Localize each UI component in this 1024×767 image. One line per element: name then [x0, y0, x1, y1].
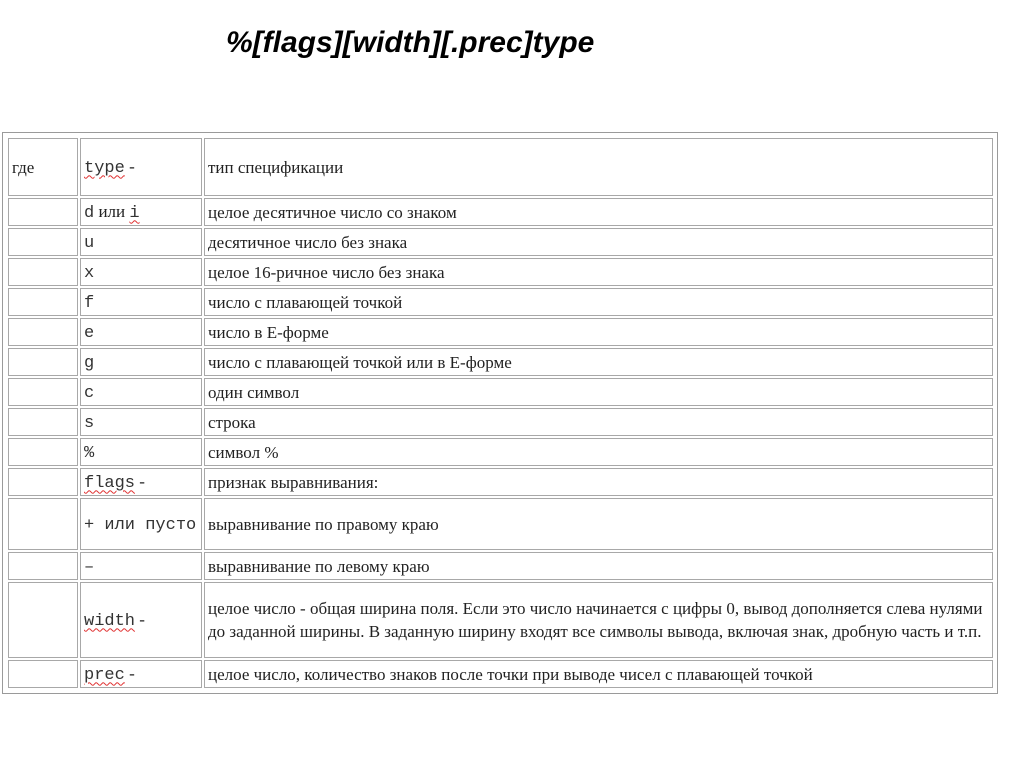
- row-label: [8, 582, 78, 658]
- table-row: [8, 228, 993, 256]
- table-row: [8, 318, 993, 346]
- format-spec-table: [2, 132, 998, 694]
- spec-code: %: [80, 438, 202, 466]
- row-label: где: [8, 138, 78, 196]
- row-label: [8, 288, 78, 316]
- row-label: [8, 468, 78, 496]
- spec-description: выравнивание по правому краю: [204, 498, 993, 550]
- spec-code: x: [80, 258, 202, 286]
- table-row: [8, 288, 993, 316]
- table-row: [8, 582, 993, 658]
- spec-description: один символ: [204, 378, 993, 406]
- spec-description: строка: [204, 408, 993, 436]
- spec-description: признак выравнивания:: [204, 468, 993, 496]
- spec-description: выравнивание по левому краю: [204, 552, 993, 580]
- row-label: [8, 258, 78, 286]
- spec-description: целое 16-ричное число без знака: [204, 258, 993, 286]
- spec-code: u: [80, 228, 202, 256]
- row-label: [8, 378, 78, 406]
- row-label: [8, 198, 78, 226]
- row-label: [8, 228, 78, 256]
- table-row: [8, 498, 993, 550]
- spec-description: число в Е-форме: [204, 318, 993, 346]
- page-title: %[flags][width][.prec]type: [226, 26, 595, 59]
- spec-code: s: [80, 408, 202, 436]
- table-row: [8, 660, 993, 688]
- spec-code: type -: [80, 138, 202, 196]
- spec-description: число с плавающей точкой или в Е-форме: [204, 348, 993, 376]
- spec-code: –: [80, 552, 202, 580]
- spec-code: d или i: [80, 198, 202, 226]
- table-row: [8, 468, 993, 496]
- table-row: [8, 198, 993, 226]
- row-label: [8, 552, 78, 580]
- spec-code: flags -: [80, 468, 202, 496]
- table-row: [8, 438, 993, 466]
- spec-description: число с плавающей точкой: [204, 288, 993, 316]
- row-label: [8, 438, 78, 466]
- spec-description: целое число - общая ширина поля. Если это число начинается с цифры 0, вывод дополняется слева нулями до заданной ширины. В заданную ширину входят все символы вывода, включая знак, дробную часть и т.п.: [204, 582, 993, 658]
- spec-description: десятичное число без знака: [204, 228, 993, 256]
- row-label: [8, 408, 78, 436]
- spec-code: g: [80, 348, 202, 376]
- spec-code: e: [80, 318, 202, 346]
- row-label: [8, 318, 78, 346]
- row-label: [8, 348, 78, 376]
- spec-description: целое число, количество знаков после точки при выводе чисел с плавающей точкой: [204, 660, 993, 688]
- spec-description: целое десятичное число со знаком: [204, 198, 993, 226]
- table-row: [8, 378, 993, 406]
- spec-code: prec -: [80, 660, 202, 688]
- spec-description: символ %: [204, 438, 993, 466]
- spec-code: f: [80, 288, 202, 316]
- spec-code: c: [80, 378, 202, 406]
- table-row: [8, 138, 993, 196]
- table-row: [8, 552, 993, 580]
- table-row: [8, 258, 993, 286]
- row-label: [8, 498, 78, 550]
- table-row: [8, 348, 993, 376]
- spec-code: + или пусто: [80, 498, 202, 550]
- spec-description: тип спецификации: [204, 138, 993, 196]
- row-label: [8, 660, 78, 688]
- spec-code: width -: [80, 582, 202, 658]
- table-row: [8, 408, 993, 436]
